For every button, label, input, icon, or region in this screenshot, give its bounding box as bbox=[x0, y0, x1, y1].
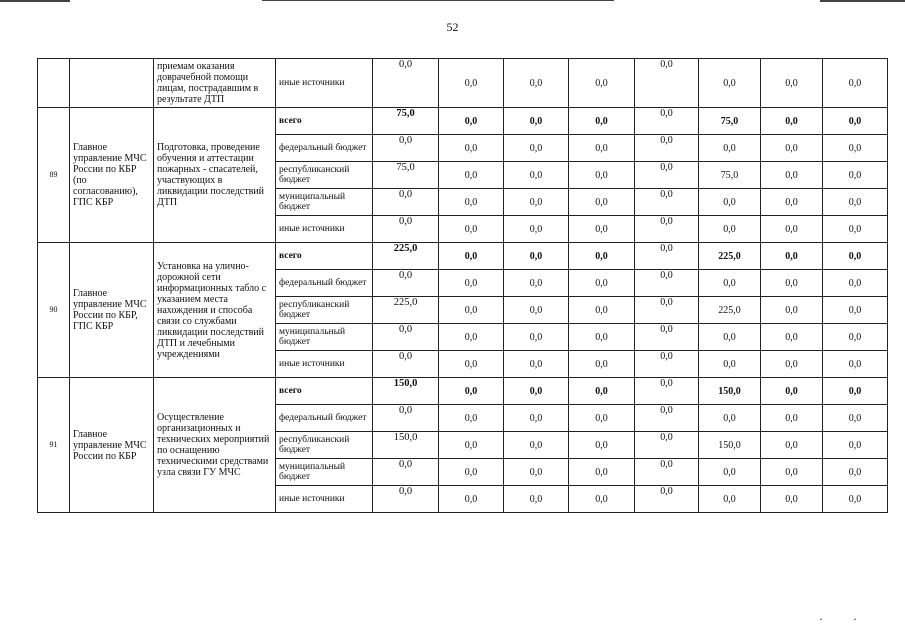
amount-v5: 0,0 bbox=[699, 216, 761, 243]
executor-cell: Главное управление МЧС России по КБР (по согласованию), ГПС КБР bbox=[70, 108, 154, 243]
amount-v4: 0,0 bbox=[635, 405, 699, 432]
funding-source: муниципальный бюджет bbox=[276, 324, 373, 351]
amount-v3: 0,0 bbox=[569, 324, 635, 351]
top-rule-left bbox=[0, 0, 70, 2]
amount-total: 0,0 bbox=[373, 486, 439, 513]
amount-v6: 0,0 bbox=[761, 270, 823, 297]
amount-v1: 0,0 bbox=[439, 324, 504, 351]
amount-v6: 0,0 bbox=[761, 135, 823, 162]
amount-v3: 0,0 bbox=[569, 432, 635, 459]
amount-v6: 0,0 bbox=[761, 486, 823, 513]
executor-cell: Главное управление МЧС России по КБР bbox=[70, 378, 154, 513]
amount-v7: 0,0 bbox=[823, 432, 888, 459]
measure-description: Подготовка, проведение обучения и аттестации пожарных - спасателей, участвующих в ликвидации последствий ДТП bbox=[154, 108, 276, 243]
amount-v5: 0,0 bbox=[699, 405, 761, 432]
amount-v2: 0,0 bbox=[504, 324, 569, 351]
amount-v3: 0,0 bbox=[569, 135, 635, 162]
amount-v4: 0,0 bbox=[635, 459, 699, 486]
amount-v6: 0,0 bbox=[761, 351, 823, 378]
amount-v1: 0,0 bbox=[439, 108, 504, 135]
amount-v1: 0,0 bbox=[439, 486, 504, 513]
amount-v5: 0,0 bbox=[699, 324, 761, 351]
amount-total: 75,0 bbox=[373, 108, 439, 135]
amount-v7: 0,0 bbox=[823, 378, 888, 405]
amount-v1: 0,0 bbox=[439, 189, 504, 216]
amount-v5: 0,0 bbox=[699, 189, 761, 216]
amount-total: 0,0 bbox=[373, 270, 439, 297]
amount-v4: 0,0 bbox=[635, 108, 699, 135]
amount-v6: 0,0 bbox=[761, 324, 823, 351]
amount-v3: 0,0 bbox=[569, 59, 635, 108]
amount-v7: 0,0 bbox=[823, 189, 888, 216]
funding-source: иные источники bbox=[276, 59, 373, 108]
amount-v4: 0,0 bbox=[635, 189, 699, 216]
row-number: 89 bbox=[38, 108, 70, 243]
amount-v3: 0,0 bbox=[569, 108, 635, 135]
amount-v3: 0,0 bbox=[569, 216, 635, 243]
amount-v5: 0,0 bbox=[699, 486, 761, 513]
amount-v3: 0,0 bbox=[569, 162, 635, 189]
amount-v4: 0,0 bbox=[635, 486, 699, 513]
top-rule-center bbox=[262, 0, 614, 1]
amount-v7: 0,0 bbox=[823, 459, 888, 486]
amount-v2: 0,0 bbox=[504, 59, 569, 108]
amount-v1: 0,0 bbox=[439, 216, 504, 243]
amount-v4: 0,0 bbox=[635, 216, 699, 243]
amount-v2: 0,0 bbox=[504, 486, 569, 513]
amount-v7: 0,0 bbox=[823, 135, 888, 162]
amount-v4: 0,0 bbox=[635, 324, 699, 351]
funding-source: муниципальный бюджет bbox=[276, 459, 373, 486]
amount-total: 0,0 bbox=[373, 135, 439, 162]
table-row bbox=[38, 243, 888, 270]
top-rule-right bbox=[820, 0, 905, 2]
amount-v6: 0,0 bbox=[761, 162, 823, 189]
amount-v3: 0,0 bbox=[569, 486, 635, 513]
table-row bbox=[38, 108, 888, 135]
amount-v5: 0,0 bbox=[699, 351, 761, 378]
measure-description: Установка на улично-дорожной сети информационных табло с указанием места нахождения и способа связи со службами ликвидации последствий ДТП и лечебными учреждениями bbox=[154, 243, 276, 378]
amount-v7: 0,0 bbox=[823, 216, 888, 243]
funding-source: всего bbox=[276, 378, 373, 405]
amount-v2: 0,0 bbox=[504, 351, 569, 378]
amount-v2: 0,0 bbox=[504, 135, 569, 162]
amount-v4: 0,0 bbox=[635, 351, 699, 378]
amount-v5: 75,0 bbox=[699, 108, 761, 135]
amount-v7: 0,0 bbox=[823, 243, 888, 270]
funding-source: всего bbox=[276, 243, 373, 270]
funding-source: республиканский бюджет bbox=[276, 297, 373, 324]
amount-total: 150,0 bbox=[373, 432, 439, 459]
amount-total: 0,0 bbox=[373, 459, 439, 486]
amount-total: 0,0 bbox=[373, 324, 439, 351]
corner-marks: ·· bbox=[819, 612, 887, 626]
amount-v2: 0,0 bbox=[504, 432, 569, 459]
amount-v5: 225,0 bbox=[699, 243, 761, 270]
funding-source: иные источники bbox=[276, 351, 373, 378]
amount-v1: 0,0 bbox=[439, 297, 504, 324]
amount-v1: 0,0 bbox=[439, 243, 504, 270]
table-row bbox=[38, 378, 888, 405]
row-number bbox=[38, 59, 70, 108]
amount-v4: 0,0 bbox=[635, 378, 699, 405]
amount-v3: 0,0 bbox=[569, 459, 635, 486]
amount-v1: 0,0 bbox=[439, 378, 504, 405]
amount-v5: 0,0 bbox=[699, 59, 761, 108]
amount-v1: 0,0 bbox=[439, 162, 504, 189]
amount-v6: 0,0 bbox=[761, 216, 823, 243]
table-row bbox=[38, 59, 888, 108]
amount-v1: 0,0 bbox=[439, 135, 504, 162]
amount-v5: 150,0 bbox=[699, 378, 761, 405]
amount-v5: 225,0 bbox=[699, 297, 761, 324]
amount-v5: 75,0 bbox=[699, 162, 761, 189]
amount-v3: 0,0 bbox=[569, 405, 635, 432]
funding-source: республиканский бюджет bbox=[276, 432, 373, 459]
amount-v4: 0,0 bbox=[635, 59, 699, 108]
funding-source: федеральный бюджет bbox=[276, 270, 373, 297]
amount-v4: 0,0 bbox=[635, 162, 699, 189]
amount-v5: 0,0 bbox=[699, 135, 761, 162]
amount-v3: 0,0 bbox=[569, 297, 635, 324]
amount-v1: 0,0 bbox=[439, 405, 504, 432]
amount-v1: 0,0 bbox=[439, 59, 504, 108]
amount-total: 150,0 bbox=[373, 378, 439, 405]
amount-v3: 0,0 bbox=[569, 189, 635, 216]
amount-v7: 0,0 bbox=[823, 297, 888, 324]
amount-v3: 0,0 bbox=[569, 243, 635, 270]
amount-total: 0,0 bbox=[373, 59, 439, 108]
amount-v7: 0,0 bbox=[823, 486, 888, 513]
amount-v7: 0,0 bbox=[823, 324, 888, 351]
amount-v3: 0,0 bbox=[569, 378, 635, 405]
amount-v6: 0,0 bbox=[761, 189, 823, 216]
executor-cell bbox=[70, 59, 154, 108]
amount-total: 0,0 bbox=[373, 405, 439, 432]
funding-source: муниципальный бюджет bbox=[276, 189, 373, 216]
amount-v3: 0,0 bbox=[569, 351, 635, 378]
amount-v4: 0,0 bbox=[635, 297, 699, 324]
amount-v4: 0,0 bbox=[635, 432, 699, 459]
amount-v4: 0,0 bbox=[635, 135, 699, 162]
amount-v1: 0,0 bbox=[439, 432, 504, 459]
budget-table bbox=[37, 58, 888, 513]
amount-v6: 0,0 bbox=[761, 108, 823, 135]
funding-source: федеральный бюджет bbox=[276, 405, 373, 432]
amount-v2: 0,0 bbox=[504, 162, 569, 189]
amount-v4: 0,0 bbox=[635, 243, 699, 270]
row-number: 90 bbox=[38, 243, 70, 378]
amount-v5: 150,0 bbox=[699, 432, 761, 459]
funding-source: иные источники bbox=[276, 216, 373, 243]
amount-v7: 0,0 bbox=[823, 162, 888, 189]
funding-source: всего bbox=[276, 108, 373, 135]
amount-v2: 0,0 bbox=[504, 216, 569, 243]
amount-v5: 0,0 bbox=[699, 270, 761, 297]
amount-v7: 0,0 bbox=[823, 59, 888, 108]
amount-total: 0,0 bbox=[373, 351, 439, 378]
amount-total: 225,0 bbox=[373, 297, 439, 324]
amount-v7: 0,0 bbox=[823, 108, 888, 135]
amount-v2: 0,0 bbox=[504, 243, 569, 270]
amount-v6: 0,0 bbox=[761, 243, 823, 270]
budget-table-body bbox=[38, 59, 888, 513]
amount-total: 0,0 bbox=[373, 189, 439, 216]
amount-v2: 0,0 bbox=[504, 405, 569, 432]
amount-v2: 0,0 bbox=[504, 189, 569, 216]
page-number: 52 bbox=[446, 20, 459, 34]
amount-v1: 0,0 bbox=[439, 459, 504, 486]
amount-v5: 0,0 bbox=[699, 459, 761, 486]
amount-v1: 0,0 bbox=[439, 270, 504, 297]
amount-total: 75,0 bbox=[373, 162, 439, 189]
amount-total: 0,0 bbox=[373, 216, 439, 243]
funding-source: республиканский бюджет bbox=[276, 162, 373, 189]
amount-v6: 0,0 bbox=[761, 405, 823, 432]
amount-v2: 0,0 bbox=[504, 270, 569, 297]
amount-v2: 0,0 bbox=[504, 459, 569, 486]
amount-v6: 0,0 bbox=[761, 378, 823, 405]
amount-v2: 0,0 bbox=[504, 108, 569, 135]
amount-v6: 0,0 bbox=[761, 459, 823, 486]
amount-v6: 0,0 bbox=[761, 432, 823, 459]
funding-source: федеральный бюджет bbox=[276, 135, 373, 162]
amount-v2: 0,0 bbox=[504, 297, 569, 324]
amount-v2: 0,0 bbox=[504, 378, 569, 405]
funding-source: иные источники bbox=[276, 486, 373, 513]
amount-total: 225,0 bbox=[373, 243, 439, 270]
amount-v6: 0,0 bbox=[761, 297, 823, 324]
amount-v7: 0,0 bbox=[823, 270, 888, 297]
measure-description: Осуществление организационных и технических мероприятий по оснащению техническими средствами узла связи ГУ МЧС bbox=[154, 378, 276, 513]
amount-v1: 0,0 bbox=[439, 351, 504, 378]
row-number: 91 bbox=[38, 378, 70, 513]
amount-v7: 0,0 bbox=[823, 405, 888, 432]
amount-v4: 0,0 bbox=[635, 270, 699, 297]
amount-v3: 0,0 bbox=[569, 270, 635, 297]
executor-cell: Главное управление МЧС России по КБР, ГПС КБР bbox=[70, 243, 154, 378]
amount-v6: 0,0 bbox=[761, 59, 823, 108]
amount-v7: 0,0 bbox=[823, 351, 888, 378]
measure-description: приемам оказания доврачебной помощи лицам, пострадавшим в результате ДТП bbox=[154, 59, 276, 108]
